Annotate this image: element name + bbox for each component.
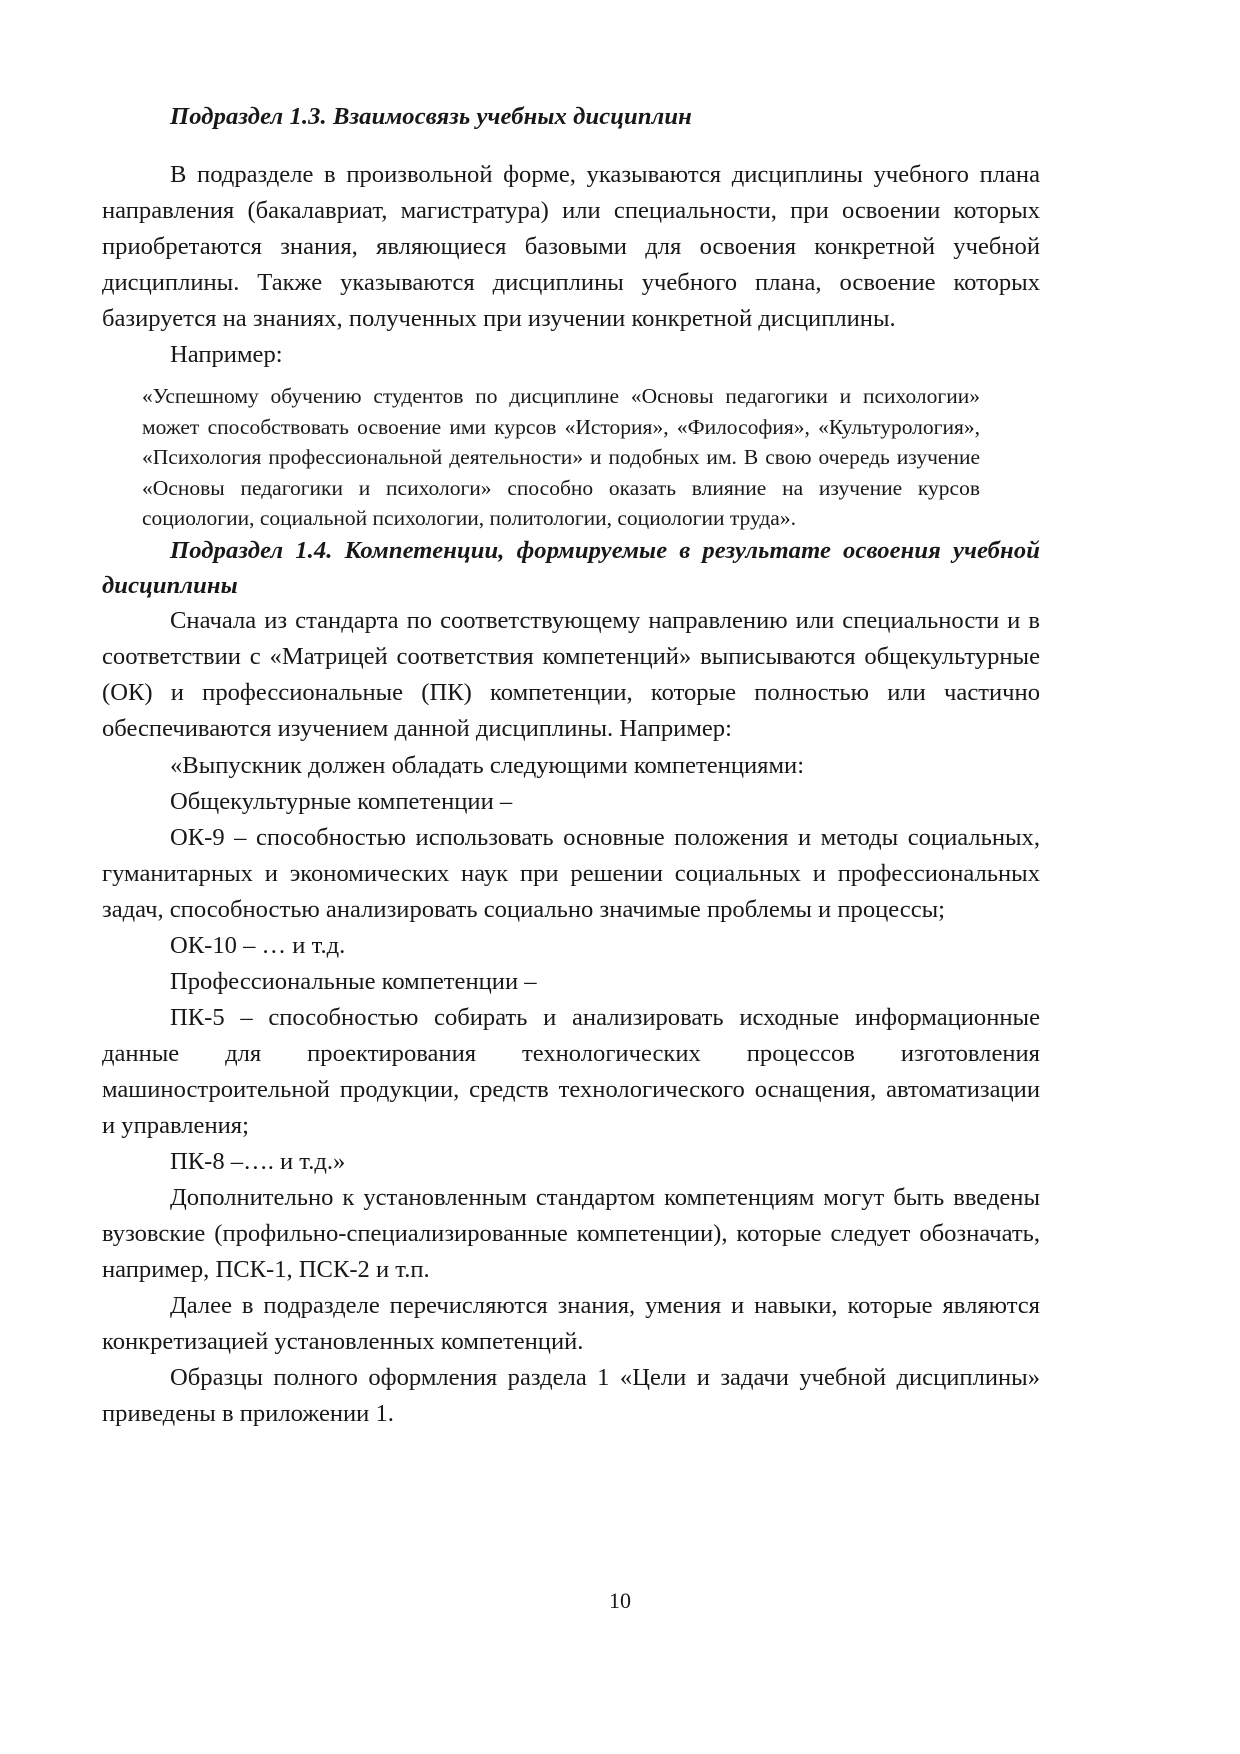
example-quote-block	[142, 381, 980, 534]
paragraph-pk-5: ПК-5 – способностью собирать и анализировать исходные информационные данные для проектирования технологических процессов изготовления машиностроительной продукции, средств технологического оснащения, автоматизации и управления;	[102, 1003, 1040, 1139]
paragraph-ok-9: ОК-9 – способностью использовать основные положения и методы социальных, гуманитарных и экономических наук при решении социальных и профессиональных задач, способностью анализировать социально значимые проблемы и процессы;	[102, 823, 1040, 923]
heading-subsection-1-3: Подраздел 1.3. Взаимосвязь учебных дисциплин	[170, 103, 692, 130]
paragraph-ok-10: ОК-10 – … и т.д.	[170, 931, 346, 959]
page-content	[102, 100, 1040, 1432]
paragraph-1-4-intro: Сначала из стандарта по соответствующему направлению или специальности и в соответствии с «Матрицей соответствия компетенций» выписываются общекультурные (ОК) и профессиональные (ПК) компетенции, которые полностью или частично обеспечиваются изучением данной дисциплины. Например:	[102, 607, 1040, 743]
paragraph-graduate-competencies-intro: «Выпускник должен обладать следующими компетенциями:	[170, 751, 805, 779]
paragraph-1-3-intro: В подразделе в произвольной форме, указываются дисциплины учебного плана направления (бакалавриат, магистратура) или специальности, при освоении которых приобретаются знания, являющиеся базовыми для освоения конкретной учебной дисциплины. Также указываются дисциплины учебного плана, освоение которых базируется на знаниях, полученных при изучении конкретной дисциплины.	[102, 160, 1040, 332]
heading-subsection-1-4: Подраздел 1.4. Компетенции, формируемые в результате освоения учебной дисциплины	[102, 536, 1040, 599]
example-label: Например:	[170, 341, 283, 368]
paragraph-pk-8: ПК-8 –…. и т.д.»	[170, 1147, 346, 1175]
paragraph-appendix-reference: Образцы полного оформления раздела 1 «Цели и задачи учебной дисциплины» приведены в приложении 1.	[102, 1363, 1040, 1427]
page-number: 10	[609, 1588, 631, 1613]
paragraph-knowledge-skills: Далее в подразделе перечисляются знания, умения и навыки, которые являются конкретизацией установленных компетенций.	[102, 1291, 1040, 1355]
paragraph-additional-competencies: Дополнительно к установленным стандартом компетенциям могут быть введены вузовские (профильно-специализированные компетенции), которые следует обозначать, например, ПСК-1, ПСК-2 и т.п.	[102, 1183, 1040, 1283]
paragraph-general-cultural-competencies-label: Общекультурные компетенции –	[170, 787, 513, 815]
example-quote-text: «Успешному обучению студентов по дисциплине «Основы педагогики и психологии» может способствовать освоение ими курсов «История», «Философия», «Культурология», «Психология профессиональной деятельности» и подобных им. В свою очередь изучение «Основы педагогики и психологи» способно оказать влияние на изучение курсов социологии, социальной психологии, политологии, социологии труда».	[142, 384, 980, 531]
paragraph-professional-competencies-label: Профессиональные компетенции –	[170, 967, 537, 995]
